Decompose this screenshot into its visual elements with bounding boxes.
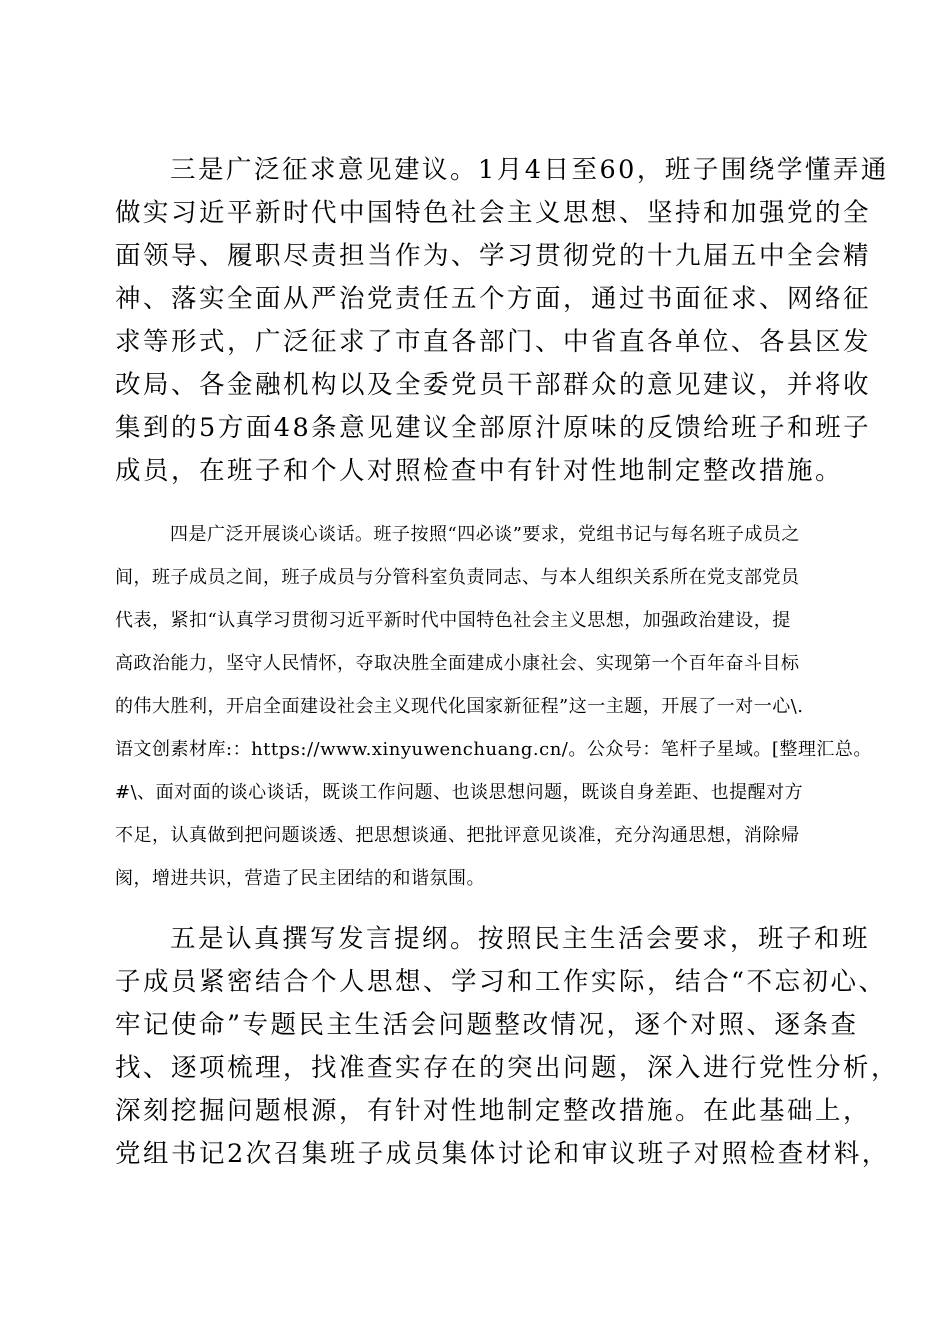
paragraph-4-line-8: 不足，认真做到把问题谈透、把思想谈通、把批评意见谈准，充分沟通思想，消除帰 bbox=[115, 825, 800, 846]
paragraph-5-line-4: 找、逐项梳理，找准查实存在的突出问题，深入进行党性分析， bbox=[115, 1053, 900, 1083]
paragraph-3-line-6: 改局、各金融机构以及全委党员干部群众的意见建议，并将收 bbox=[115, 370, 872, 400]
paragraph-3-line-7: 集到的5方面48条意见建议全部原汁原味的反馈给班子和班子 bbox=[115, 413, 872, 443]
paragraph-5-line-2: 子成员紧密结合个人思想、学习和工作实际，结合“不忘初心、 bbox=[115, 967, 887, 997]
paragraph-3-line-2: 做实习近平新时代中国特色社会主义思想、坚持和加强党的全 bbox=[115, 198, 872, 228]
paragraph-3-line-3: 面领导、履职尽责担当作为、学习贯彻党的十九届五中全会精 bbox=[115, 241, 872, 271]
paragraph-5-line-6: 党组书记2次召集班子成员集体讨论和审议班子对照检查材料， bbox=[115, 1139, 890, 1169]
paragraph-4-line-5: 的伟大胜利，开启全面建设社会主义现代化国家新征程”这一主题，开展了一对一心\. bbox=[115, 696, 804, 717]
paragraph-4-line-6: 语文创素材库:：https://www.xinyuwenchuang.cn/。公众号：笔杆子星域。[整理汇总。 bbox=[115, 739, 872, 760]
paragraph-5-line-1: 五是认真撰写发言提纲。按照民主生活会要求，班子和班 bbox=[170, 924, 871, 954]
paragraph-4-line-2: 间，班子成员之间，班子成员与分管科室负责同志、与本人组织关系所在党支部党员 bbox=[115, 567, 800, 588]
paragraph-3-line-1: 三是广泛征求意见建议。1月4日至60，班子围绕学懂弄通 bbox=[170, 155, 889, 185]
paragraph-5-line-3: 牢记使命”专题民主生活会问题整改情况，逐个对照、逐条查 bbox=[115, 1010, 859, 1040]
paragraph-4-line-3: 代表，紧扣“认真学习贯彻习近平新时代中国特色社会主义思想，加强政治建设，提 bbox=[115, 610, 791, 631]
paragraph-4-line-1: 四是广泛开展谈心谈话。班子按照“四必谈”要求，党组书记与每名班子成员之 bbox=[170, 524, 800, 545]
paragraph-4-line-7: #\、面对面的谈心谈话，既谈工作问题、也谈思想问题，既谈自身差距、也提醒对方 bbox=[115, 782, 804, 803]
paragraph-3-line-5: 求等形式，广泛征求了市直各部门、中省直各单位、各县区发 bbox=[115, 327, 872, 357]
paragraph-4-line-4: 高政治能力，坚守人民情怀，夺取决胜全面建成小康社会、实现第一个百年奋斗目标 bbox=[115, 653, 800, 674]
paragraph-5-line-5: 深刻挖掘问题根源，有针对性地制定整改措施。在此基础上， bbox=[115, 1096, 872, 1126]
paragraph-3-line-4: 神、落实全面从严治党责任五个方面，通过书面征求、网络征 bbox=[115, 284, 872, 314]
paragraph-3-line-8: 成员，在班子和个人对照检查中有针对性地制定整改措施。 bbox=[115, 456, 844, 486]
paragraph-4-line-9: 阂，增进共识，营造了民主团结的和谐氛围。 bbox=[115, 868, 485, 889]
